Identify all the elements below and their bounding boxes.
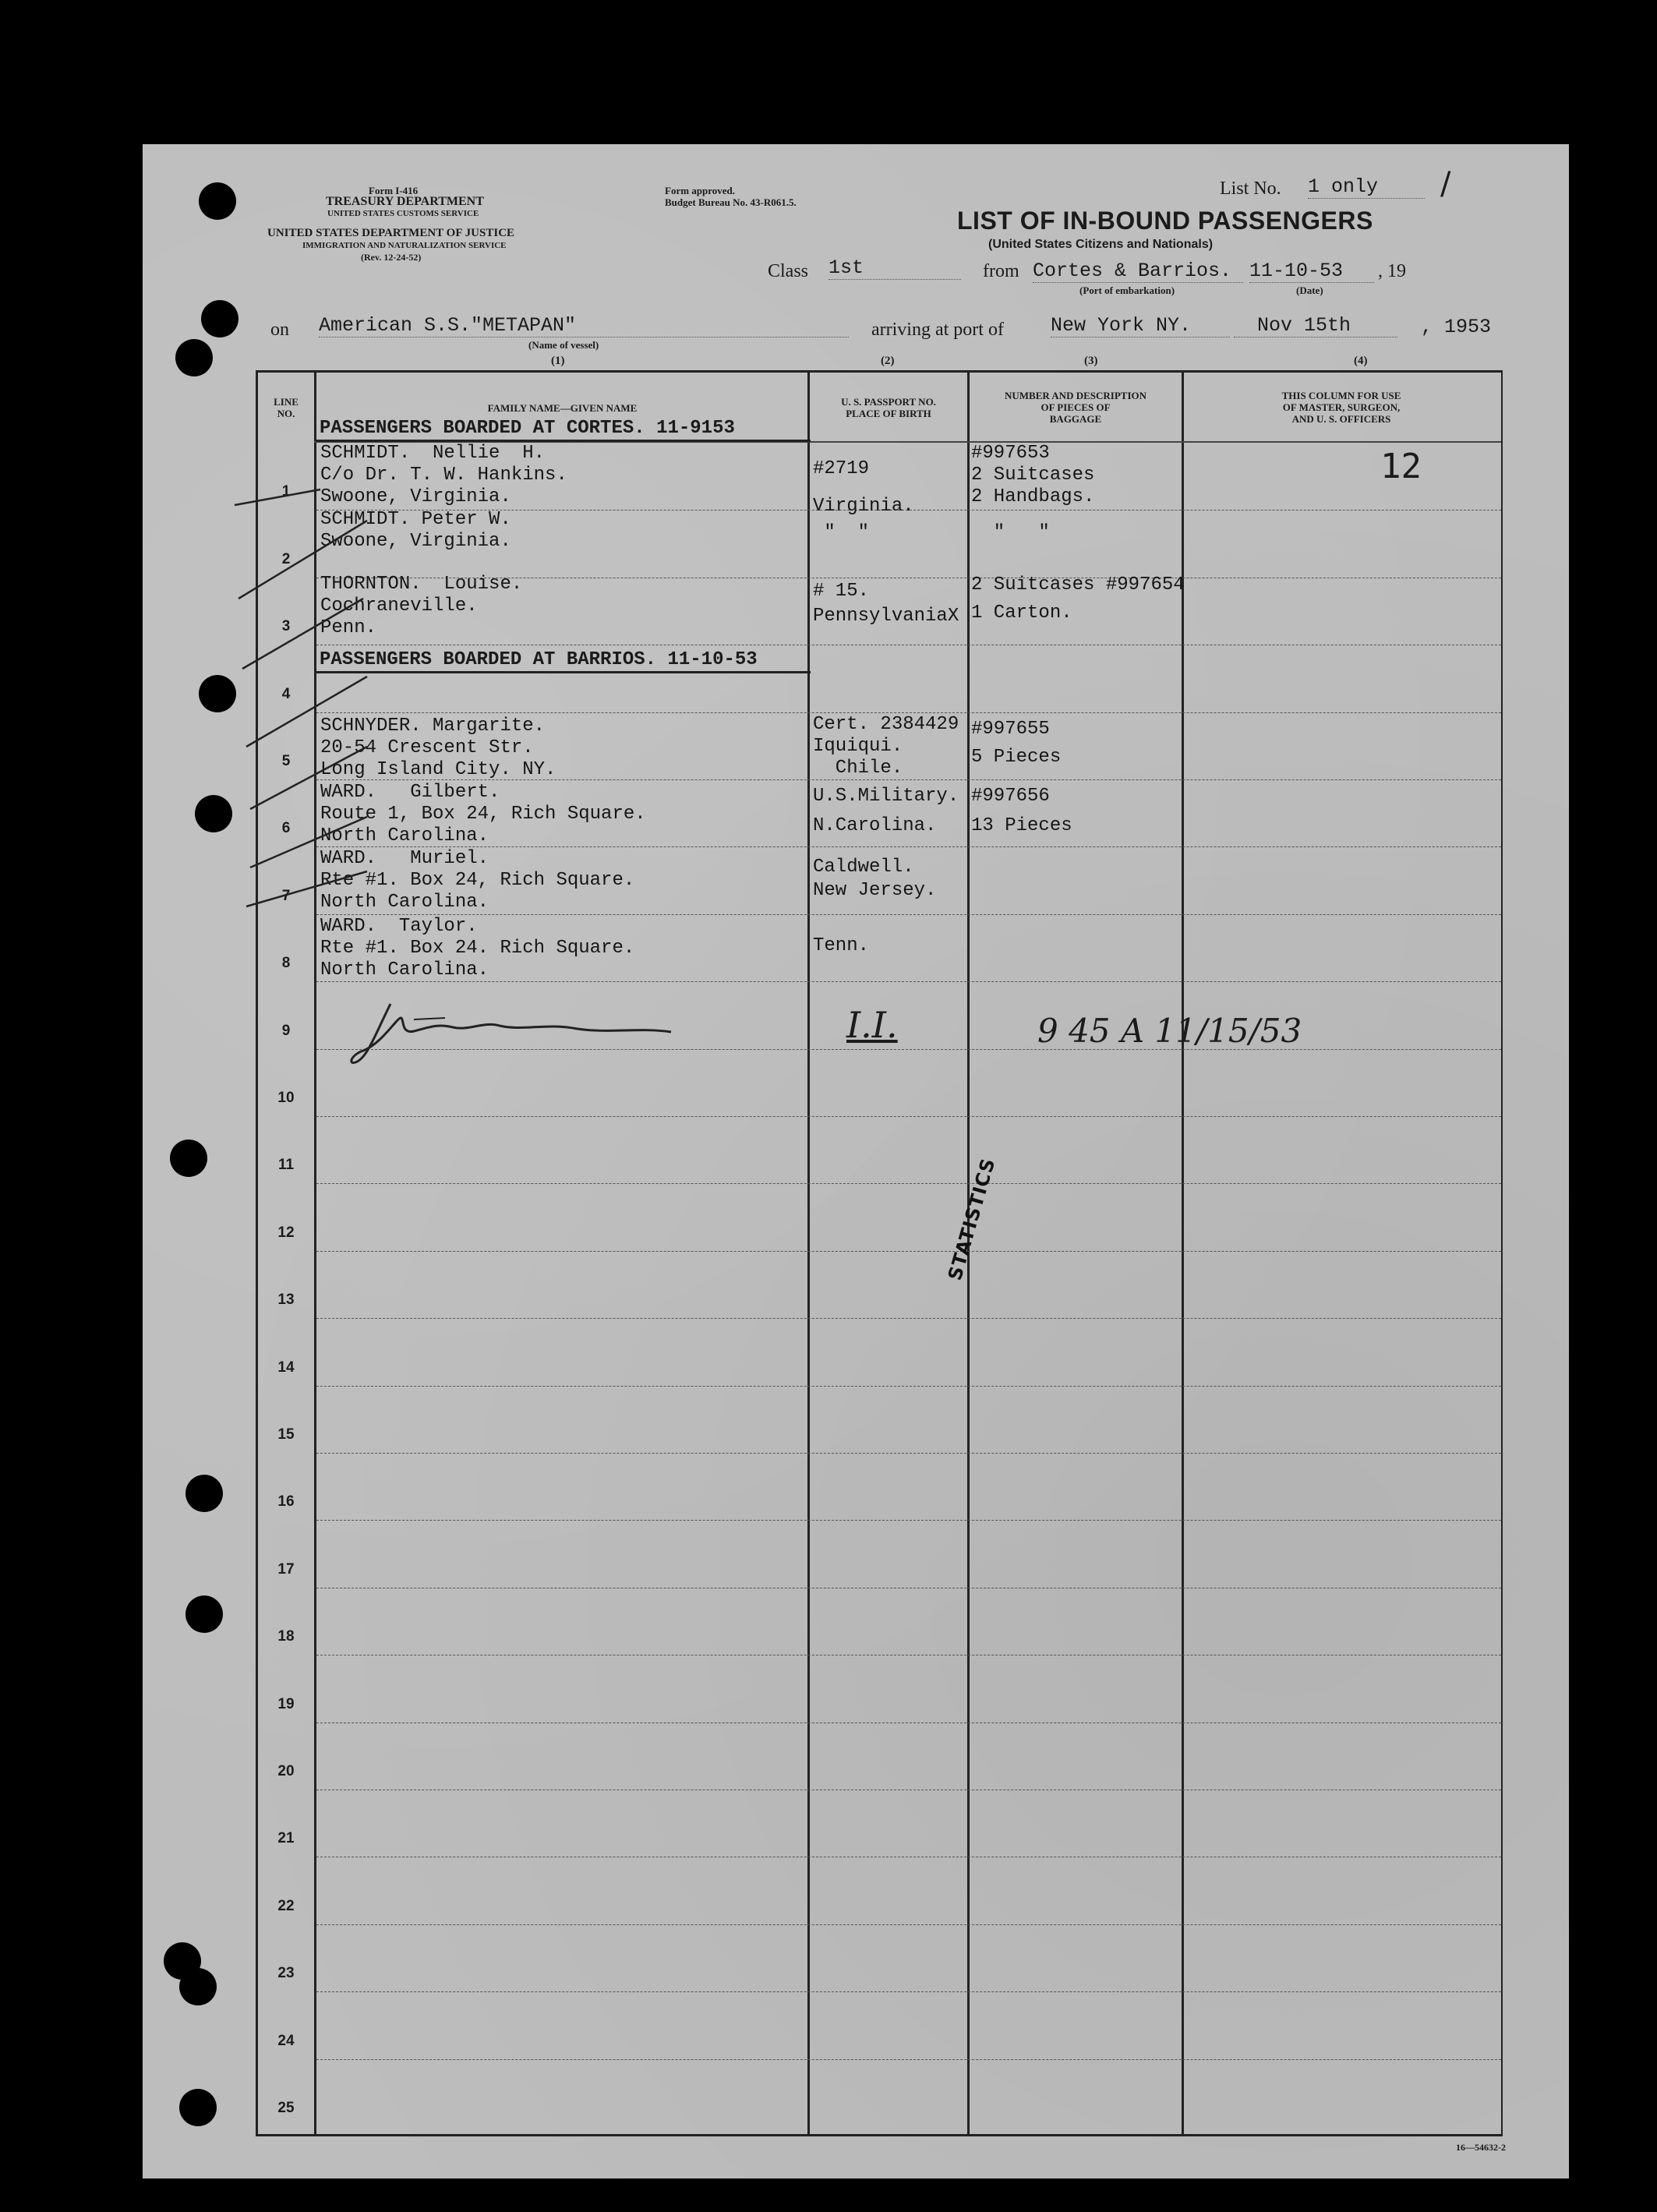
baggage: #997655 5 Pieces	[971, 719, 1062, 768]
column-divider	[1182, 373, 1184, 2134]
punch-hole	[185, 1475, 223, 1512]
row-number: 14	[277, 1359, 295, 1376]
passenger-name: SCHMIDT. Nellie H. C/o Dr. T. W. Hankins. Swoone, Virginia.	[320, 443, 567, 507]
row-number: 1	[281, 483, 291, 500]
column-number-4: (4)	[1354, 355, 1368, 367]
form-sheet	[143, 144, 1569, 2178]
header-line-no: LINE NO.	[274, 396, 299, 419]
row-number: 9	[281, 1022, 291, 1039]
column-divider	[807, 373, 810, 2134]
row-number: 10	[277, 1090, 295, 1106]
handwritten-signature	[344, 988, 733, 1066]
row-separator	[316, 2059, 1501, 2060]
punch-hole	[199, 182, 236, 220]
passport-birthplace: #2719 Virginia.	[813, 458, 914, 517]
form-number: Form I-416	[369, 185, 419, 196]
port-embarkation-caption: (Port of embarkation)	[1079, 284, 1175, 296]
passenger-name: SCHMIDT. Peter W. Swoone, Virginia.	[320, 509, 511, 552]
passport-birthplace: Tenn.	[813, 935, 870, 956]
column-number-1: (1)	[551, 355, 565, 367]
embarkation-date: 11-10-53	[1249, 260, 1374, 283]
footer-code: 16—54632-2	[1456, 2142, 1506, 2153]
row-separator	[316, 1924, 1501, 1925]
row-number: 13	[277, 1292, 295, 1309]
arrival-port: New York NY.	[1051, 314, 1230, 337]
inspector-initials: I.I.	[846, 1004, 898, 1046]
row-separator	[316, 712, 1501, 713]
passenger-name: SCHNYDER. Margarite. 20-54 Crescent Str. Long Island City. NY.	[320, 716, 556, 780]
baggage: " "	[971, 522, 1050, 543]
form-revision: (Rev. 12-24-52)	[361, 252, 422, 263]
row-number: 25	[277, 2100, 295, 2116]
punch-hole	[179, 2089, 217, 2126]
row-number: 23	[277, 1965, 295, 1982]
baggage: 2 Suitcases #997654 1 Carton.	[971, 574, 1185, 624]
column-number-2: (2)	[881, 355, 895, 367]
dept-customs: UNITED STATES CUSTOMS SERVICE	[327, 209, 479, 218]
form-subtitle: (United States Citizens and Nationals)	[988, 238, 1214, 251]
port-of-embarkation: Cortes & Barrios.	[1033, 260, 1243, 283]
inspection-datetime: 9 45 A 11/15/53	[1037, 1012, 1302, 1050]
row-separator	[316, 1318, 1501, 1319]
year-prefix: , 19	[1378, 261, 1406, 281]
passenger-name: WARD. Gilbert. Route 1, Box 24, Rich Square. North Carolina.	[320, 782, 646, 846]
section-barrios: PASSENGERS BOARDED AT BARRIOS. 11-10-53	[316, 649, 811, 673]
punch-hole	[185, 1595, 223, 1633]
officer-count: 12	[1380, 447, 1422, 486]
checkmark-strokes	[227, 482, 383, 918]
arrival-year: , 1953	[1421, 316, 1492, 338]
vessel-name: American S.S."METAPAN"	[319, 314, 849, 337]
row-number: 7	[281, 887, 291, 904]
row-number: 2	[281, 550, 291, 567]
baggage: #997653 2 Suitcases 2 Handbags.	[971, 443, 1095, 507]
row-number: 19	[277, 1695, 295, 1712]
row-separator	[316, 1991, 1501, 1992]
passport-birthplace: U.S.Military. N.Carolina.	[813, 786, 959, 836]
from-label: from	[983, 261, 1019, 281]
vessel-caption: (Name of vessel)	[528, 339, 599, 351]
list-no-mark: /	[1440, 166, 1451, 202]
date-caption: (Date)	[1296, 284, 1323, 296]
row-separator	[316, 914, 1501, 915]
row-number: 11	[277, 1157, 295, 1174]
punch-hole	[179, 1968, 217, 2005]
punch-hole	[199, 675, 236, 712]
form-approved: Form approved.	[665, 185, 736, 196]
dept-ins: IMMIGRATION AND NATURALIZATION SERVICE	[302, 241, 507, 250]
column-number-3: (3)	[1084, 355, 1098, 367]
dept-justice: UNITED STATES DEPARTMENT OF JUSTICE	[267, 227, 515, 239]
arriving-label: arriving at port of	[871, 320, 1004, 340]
row-number: 8	[281, 955, 291, 972]
row-number: 5	[281, 753, 291, 769]
row-number: 15	[277, 1426, 295, 1443]
statistics-stamp: STATISTICS	[944, 1155, 1000, 1283]
punch-hole	[170, 1140, 207, 1177]
header-baggage: NUMBER AND DESCRIPTION OF PIECES OF BAGGAGE	[1004, 390, 1147, 425]
row-separator	[316, 1453, 1501, 1454]
header-passport: U. S. PASSPORT NO. PLACE OF BIRTH	[841, 396, 936, 419]
list-no-value: 1 only	[1308, 175, 1425, 199]
row-number: 4	[281, 685, 291, 702]
row-separator	[316, 1520, 1501, 1521]
row-number: 17	[277, 1560, 295, 1578]
dept-treasury: TREASURY DEPARTMENT	[326, 195, 484, 208]
punch-hole	[175, 339, 213, 376]
list-no-label: List No.	[1220, 178, 1281, 199]
passport-birthplace: " "	[813, 522, 870, 543]
row-number: 21	[277, 1830, 295, 1847]
header-officers: THIS COLUMN FOR USE OF MASTER, SURGEON, AND U. S. OFFICERS	[1281, 390, 1401, 425]
row-separator	[316, 981, 1501, 982]
row-separator	[316, 1386, 1501, 1387]
row-number: 6	[281, 820, 291, 837]
punch-hole	[195, 795, 232, 832]
row-number: 18	[277, 1628, 295, 1645]
baggage: #997656 13 Pieces	[971, 786, 1072, 836]
row-number: 12	[277, 1224, 295, 1241]
row-number: 3	[281, 618, 291, 635]
section-cortes: PASSENGERS BOARDED AT CORTES. 11-9153	[316, 418, 811, 442]
row-separator	[316, 1116, 1501, 1117]
on-label: on	[270, 320, 289, 340]
passport-birthplace: # 15. PennsylvaniaX	[813, 581, 959, 627]
header-name: FAMILY NAME—GIVEN NAME	[487, 402, 638, 414]
row-number: 20	[277, 1763, 295, 1779]
class-label: Class	[768, 261, 809, 281]
passport-birthplace: Cert. 2384429 Iquiqui. Chile.	[813, 714, 959, 779]
passenger-name: WARD. Muriel. Rte #1. Box 24, Rich Square. North Carolina.	[320, 848, 635, 913]
passenger-name: THORNTON. Louise. Cochraneville. Penn.	[320, 574, 523, 638]
row-number: 16	[277, 1493, 295, 1511]
row-number: 24	[277, 2032, 295, 2049]
row-number: 22	[277, 1897, 295, 1914]
passenger-table	[256, 370, 1503, 2136]
row-separator	[316, 1251, 1501, 1252]
passenger-name: WARD. Taylor. Rte #1. Box 24. Rich Square. North Carolina.	[320, 916, 635, 981]
arrival-date: Nov 15th	[1234, 314, 1397, 337]
class-value: 1st	[828, 256, 961, 280]
punch-hole	[201, 300, 238, 337]
budget-bureau: Budget Bureau No. 43-R061.5.	[665, 196, 797, 208]
row-separator	[316, 1183, 1501, 1184]
passport-birthplace: Caldwell. New Jersey.	[813, 857, 937, 901]
form-title: LIST OF IN-BOUND PASSENGERS	[957, 207, 1373, 235]
